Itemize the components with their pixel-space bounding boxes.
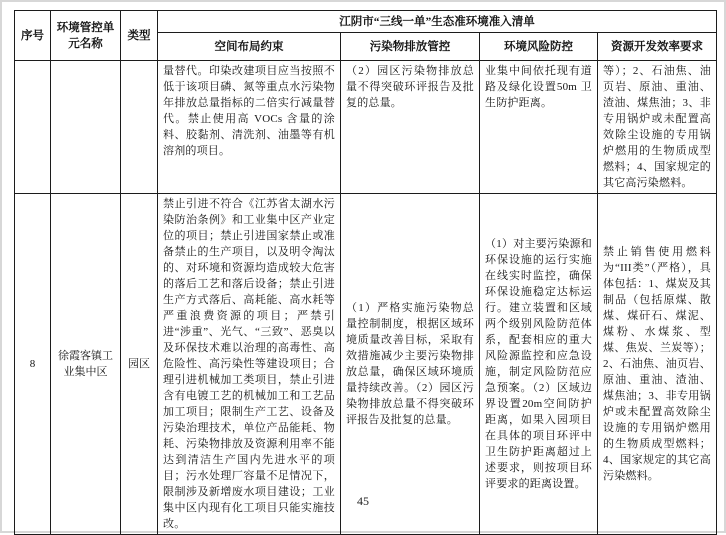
cell-seq: 8 xyxy=(15,194,51,535)
cell-risk-control: 业集中间依托现有道路及绿化设置50m 卫生防护距离。 xyxy=(480,61,598,194)
header-resource-efficiency: 资源开发效率要求 xyxy=(598,33,717,61)
cell-pollution-control: （2）园区污染物排放总量不得突破环评报告及批复的总量。 xyxy=(341,61,480,194)
header-row-top xyxy=(15,11,717,33)
cell-unit-name: 徐霞客镇工业集中区 xyxy=(51,194,121,535)
cell-pollution-control: （1）严格实施污染物总量控制制度，根据区域环境质量改善目标，采取有效措施减少主要污染物排放总量，确保区域环境质量持续改善。（2）园区污染物排放总量不得突破环评报告及批复的总量。 xyxy=(341,194,480,535)
access-list-table xyxy=(14,10,717,535)
header-seq: 序号 xyxy=(15,11,51,61)
header-unit-name: 环境管控单元名称 xyxy=(51,11,121,61)
header-space-constraint: 空间布局约束 xyxy=(158,33,341,61)
cell-unit-name xyxy=(51,61,121,194)
cell-space-constraint: 禁止引进不符合《江苏省太湖水污染防治条例》和工业集中区产业定位的项目；禁止引进国家禁止或准备禁止的生产项目，以及明令淘汰的、对环境和资源均造成较大危害的落后工艺和落后设备；禁止引进生产方式落后、高耗能、高水耗等严重浪费资源的项目；严禁引进“涉重”、光气、“三致”、恶臭以及环保技术难以治理的高毒性、高危险性、高污染性等建设项目；合理引进机械加工类项目，禁止引进含有电镀工艺的机械加工和工艺品加工项目；限制生产工艺、设备及污染治理技术，单位产品能耗、物耗、污染物排放及资源利用率不能达到清洁生产国内先进水平的项目；污水处理厂容量不足情况下，限制涉及新增废水项目建设；工业集中区内现有化工项目只能实施技改。 xyxy=(158,194,341,535)
cell-space-constraint: 量替代。印染改建项目应当按照不低于该项目磷、氮等重点水污染物年排放总量指标的二倍实行减量替代。禁止使用高 VOCs 含量的涂料、胶黏剂、清洗剂、油墨等有机溶剂的项目。 xyxy=(158,61,341,194)
document-page xyxy=(14,10,716,535)
header-type: 类型 xyxy=(121,11,158,61)
cell-type xyxy=(121,61,158,194)
cell-resource-efficiency: 禁止销售使用燃料为“III类”（严格），具体包括：1、煤炭及其制品（包括原煤、散煤、煤矸石、煤泥、煤粉、水煤浆、型煤、焦炭、兰炭等）；2、石油焦、油页岩、原油、重油、渣油、煤焦油；3、非专用锅炉或未配置高效除尘设施的专用锅炉燃用的生物质成型燃料；4、国家规定的其它高污染燃料。 xyxy=(598,194,717,535)
table-row-continuation xyxy=(15,61,717,194)
header-risk-control: 环境风险防控 xyxy=(480,33,598,61)
cell-type: 园区 xyxy=(121,194,158,535)
cell-seq xyxy=(15,61,51,194)
cell-resource-efficiency: 等）；2、石油焦、油页岩、原油、重油、渣油、煤焦油；3、非专用锅炉或未配置高效除尘设施的专用锅炉燃用的生物质成型燃料；4、国家规定的其它高污染燃料。 xyxy=(598,61,717,194)
cell-risk-control: （1）对主要污染源和环保设施的运行实施在线实时监控，确保环保设施稳定达标运行。建立装置和区域两个级别风险防范体系，配套相应的重大风险源监控和应急设施，制定风险防范应急预案。（2）区域边界设置20m空间防护距离，如果入园项目在具体的项目环评中卫生防护距离超过上述要求，则按项目环评要求的距离设置。 xyxy=(480,194,598,535)
table-row-unit-8 xyxy=(15,194,717,535)
header-merged-title: 江阴市“三线一单”生态准环境准入清单 xyxy=(158,11,717,33)
page-number: 45 xyxy=(357,494,369,508)
header-pollution-control: 污染物排放管控 xyxy=(341,33,480,61)
